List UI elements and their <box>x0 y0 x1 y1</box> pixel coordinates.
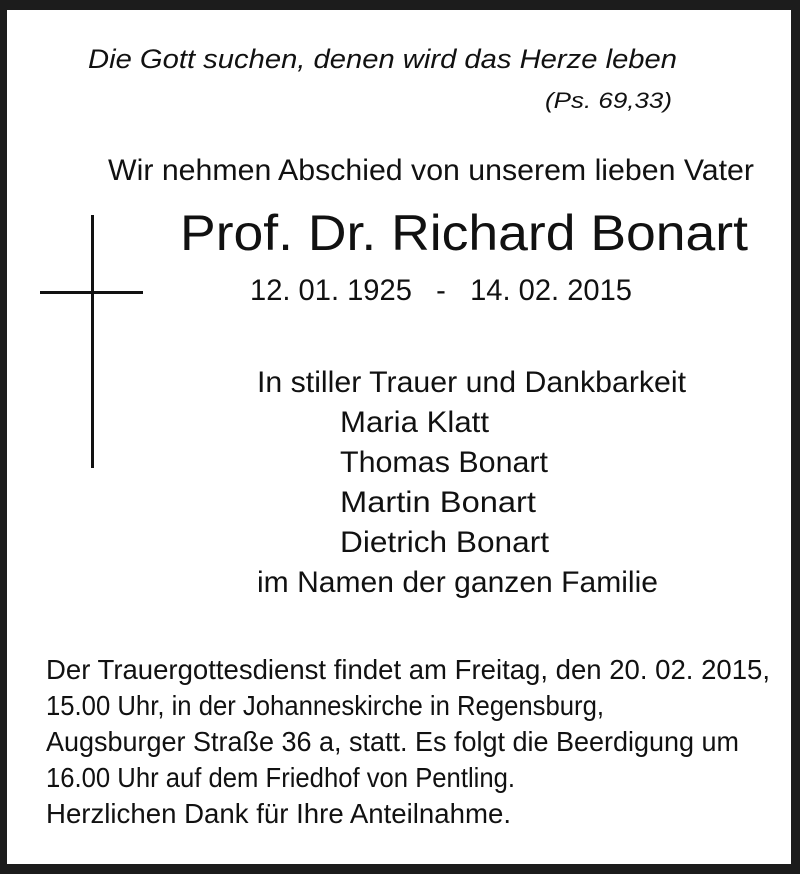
verse-text: Die Gott suchen, denen wird das Herze leben <box>88 44 677 74</box>
service-line: Augsburger Straße 36 a, statt. Es folgt die Beerdigung um <box>46 726 739 757</box>
verse-reference: (Ps. 69,33) <box>545 88 672 113</box>
intro-text: Wir nehmen Abschied von unserem lieben Vater <box>108 154 754 187</box>
service-line: 16.00 Uhr auf dem Friedhof von Pentling. <box>46 762 515 793</box>
obituary-notice <box>7 10 791 864</box>
mourner-name: Martin Bonart <box>340 486 536 519</box>
deceased-name: Prof. Dr. Richard Bonart <box>180 205 748 261</box>
mourner-name: Dietrich Bonart <box>340 526 549 559</box>
service-line: Der Trauergottesdienst findet am Freitag, den 20. 02. 2015, <box>46 654 770 685</box>
life-dates: 12. 01. 1925 - 14. 02. 2015 <box>250 274 632 307</box>
mourners-closing: im Namen der ganzen Familie <box>257 566 658 599</box>
cross-icon-bar <box>40 291 143 294</box>
mourner-name: Thomas Bonart <box>340 446 548 479</box>
service-line: Herzlichen Dank für Ihre Anteilnahme. <box>46 798 511 829</box>
mourners-intro: In stiller Trauer und Dankbarkeit <box>257 366 686 399</box>
mourner-name: Maria Klatt <box>340 406 489 439</box>
cross-icon <box>91 215 94 468</box>
service-line: 15.00 Uhr, in der Johanneskirche in Regensburg, <box>46 690 604 721</box>
